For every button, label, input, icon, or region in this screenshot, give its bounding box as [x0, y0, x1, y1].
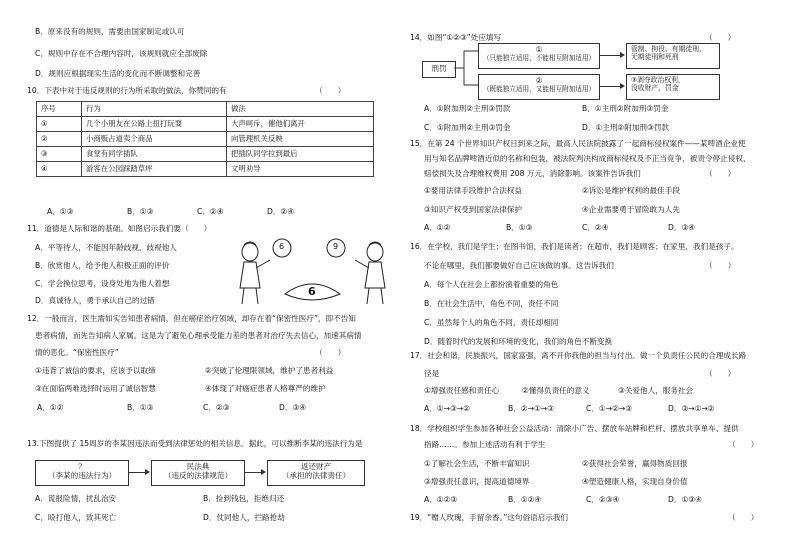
q18-option-a[interactable]: A．①②③	[424, 495, 458, 504]
q19-paren: （ ）	[728, 513, 759, 522]
q13-box-liability	[267, 460, 365, 486]
q14-stem: 14．如图“①②③”处应填写	[410, 33, 502, 42]
q13-box3-line1: 返还财产	[300, 462, 332, 471]
q17-item-1: ①增强责任感和责任心	[424, 386, 500, 395]
q11-stem: 11．道德是人际和谐的基础。如图启示我们要（ ）	[27, 224, 212, 233]
table-cell: 文明劝导	[227, 162, 374, 177]
arrow-right-icon	[244, 472, 262, 473]
q18-option-d[interactable]: D．①③④	[668, 495, 702, 504]
q13-stem: 13.下图提供了 15周岁的李某因违法而受到法律惩处的相关信息。据此，可以推断李某的违法行为是	[27, 439, 363, 448]
q9-option-b: B．原来没有的规则，需要由国家制定或认可	[35, 27, 185, 36]
table-row	[37, 132, 374, 147]
q15-option-a[interactable]: A．①②	[424, 223, 451, 232]
q10-option-c[interactable]: C．②④	[197, 207, 224, 216]
q14-lower-right-box	[626, 74, 720, 100]
q12-item-4: ④体现了对癌症患者人格尊严的维护	[205, 384, 326, 393]
q18-option-c[interactable]: C．②③④	[586, 495, 620, 504]
header-cell: 行为	[82, 102, 227, 117]
table-cell: 小商贩占道卖个商品	[82, 132, 227, 147]
q14-upper-box-num: ①	[535, 45, 543, 54]
q16-option-b[interactable]: B．在社会生活中，角色不同，责任不同	[424, 299, 559, 308]
q18-option-b[interactable]: B．①②④	[508, 495, 542, 504]
q14-lower-box-note: （既能独立适用，又能相互附加适用）	[482, 84, 596, 93]
header-cell: 序号	[37, 102, 82, 117]
q14-center-label: 刑罚	[431, 64, 447, 73]
q16-option-a[interactable]: A．每个人在社会上都扮演着重要的角色	[424, 280, 559, 289]
q10-table	[36, 101, 374, 177]
q14-upper-right-line1: 管制、拘役、有期徒刑、	[631, 45, 706, 53]
q13-option-c[interactable]: C．殴打他人，致其死亡	[35, 513, 117, 522]
q12-item-1: ①违背了诚信的要求，应该予以取缔	[35, 366, 156, 375]
q12-item-3: ③在面临两难选择时运用了诚信智慧	[35, 384, 156, 393]
q19-stem: 19．“赠人玫瑰，手留余香。”这句俗语启示我们	[410, 513, 569, 522]
q14-center-box	[422, 61, 456, 78]
table-cell: 几个小朋友在公路上扭打玩耍	[82, 117, 227, 132]
q10-option-d[interactable]: D．②④	[267, 207, 295, 216]
q16-paren: （ ）	[705, 261, 736, 270]
table-cell: ①	[37, 117, 82, 132]
q17-line-1: 17．社会和谐，民族振兴，国家富强，离不开你我他的担当与付出。做一个负责任公民的合理成长路	[410, 351, 747, 360]
arrow-right-icon	[128, 472, 146, 473]
table-header-row	[37, 102, 374, 117]
q17-option-d[interactable]: D．③→①→②	[668, 404, 715, 413]
q14-upper-box-note: （只能独立适用，不能相互附加适用）	[482, 53, 596, 62]
arrow-head-icon	[261, 469, 266, 475]
q17-item-3: ③关爱他人，服务社会	[618, 386, 694, 395]
q18-line-1: 18．学校组织学生参加各种社会公益活动：清除小广告、摆放车站牌和栏杆、摆放共享单车、提供	[410, 424, 739, 433]
q17-option-c[interactable]: C．①→②→③	[586, 404, 633, 413]
table-cell: ④	[37, 162, 82, 177]
q9-option-d: D．规则应根据现实生活的变化而不断调整和完善	[35, 69, 201, 78]
arrow-head-icon	[620, 52, 625, 58]
table-row	[37, 162, 374, 177]
q18-item-3: ③增强责任意识，提高道德境界	[424, 477, 530, 486]
q12-line-3: 情的恶化。“保密性医疗”	[35, 348, 119, 357]
q15-line-2: 用与知名品牌啤酒近似的名称和包装，被法院判决构成商标侵权及不正当竞争，被责令停止侵权、	[424, 154, 751, 163]
q10-paren: （ ）	[315, 86, 346, 95]
q15-item-3: ③知识产权受到国家法律保护	[424, 205, 522, 214]
q11-bubble-right: 9	[333, 242, 339, 251]
q12-paren: （ ）	[315, 348, 346, 357]
q10-option-a[interactable]: A．①③	[47, 207, 74, 216]
q14-option-c[interactable]: C．①附加刑②主刑③罚金	[424, 123, 511, 132]
q14-lower-box	[478, 74, 600, 100]
q15-item-4: ④企业需要勇于冒险敢为人先	[582, 205, 680, 214]
table-cell: 把插队同学拉到最后	[227, 147, 374, 162]
q15-option-b[interactable]: B．①③	[506, 223, 533, 232]
q17-option-a[interactable]: A．①→③→②	[424, 404, 470, 413]
q13-box-violation	[35, 460, 129, 486]
table-row	[37, 117, 374, 132]
q16-line-2: 不论在哪里，我们都要做好自己应该做的事。这告诉我们	[424, 261, 614, 270]
q18-item-1: ①了解社会生活，不断丰富知识	[424, 459, 530, 468]
q16-option-d[interactable]: D．随着时代的发展和环境的变化，我们的角色不断变换	[424, 337, 613, 346]
table-row	[37, 147, 374, 162]
arrow-right-icon	[599, 86, 621, 87]
q12-line-1: 12．一般而言，医生需如实告知患者病情，但在癌症治疗领域，却存在着“保密性医疗”，即不告知	[27, 314, 356, 323]
q12-option-a[interactable]: A．①②	[37, 403, 64, 412]
q13-box-law	[151, 460, 245, 486]
q12-item-2: ②突破了伦理限领域，维护了患者利益	[205, 366, 334, 375]
q12-option-c[interactable]: C．②③	[203, 403, 230, 412]
header-cell: 做法	[227, 102, 374, 117]
q14-option-a[interactable]: A．①附加刑②主刑③罚款	[424, 104, 511, 113]
q17-item-2: ②懂得负责任的意义	[522, 386, 590, 395]
q14-upper-box	[478, 43, 600, 69]
q18-paren: （ ）	[728, 440, 759, 449]
q14-upper-right-line2: 无期徒刑和死刑	[631, 52, 679, 61]
q9-option-c: C．规则中存在不合理内容时，该规则就应全部废除	[35, 49, 208, 58]
q17-option-b[interactable]: B．②→①→③	[508, 404, 554, 413]
arrow-head-icon	[620, 83, 625, 89]
q14-option-b[interactable]: B．①主刑②附加刑③罚金	[582, 104, 669, 113]
q14-upper-right-box	[626, 43, 720, 69]
q11-option-d[interactable]: D．真诚待人，勇于承认自己的过错	[35, 296, 155, 305]
table-cell: 大声呵斥，催他们离开	[227, 117, 374, 132]
q18-item-4: ④塑造健康人格，实现自身价值	[582, 477, 688, 486]
q15-paren: （ ）	[705, 169, 736, 178]
q15-line-3: 赔偿损失及合理维权费用 208 万元，消除影响。该案件告诉我们	[424, 169, 641, 178]
q18-line-2: 指路……。参加上述活动有利于学生	[424, 440, 546, 449]
q13-box3-line2: （承担的法律责任）	[281, 470, 351, 480]
q16-line-1: 16．在学校，我们是学生；在图书馆，我们是读者；在超市，我们是顾客；在家里，我们是孩子。	[410, 242, 739, 251]
q14-lower-right-line2: 没收财产，罚金	[631, 83, 679, 92]
table-cell: 食堂有同学插队	[82, 147, 227, 162]
q14-lower-right-line1: ③剥夺政治权利，	[631, 76, 685, 84]
arrow-head-icon	[145, 469, 150, 475]
q16-option-c[interactable]: C．虽然每个人的角色不同，责任却相同	[424, 318, 559, 327]
q18-item-2: ②获得社会荣誉，赢得物质回报	[582, 459, 688, 468]
q13-box1-line2: （李某的违法行为）	[47, 470, 117, 480]
table-cell: 游客在公园踩踏草坪	[82, 162, 227, 177]
q14-lower-box-num: ②	[535, 76, 543, 85]
q12-line-2: 患者病情，而先告知病人家属。这是为了避免心理承受能力差的患者对治疗失去信心，加速其病情	[35, 331, 362, 340]
q17-line-2: 径是	[424, 369, 440, 378]
q15-item-2: ②诉讼是维护权利的最佳手段	[582, 186, 680, 195]
q13-option-a[interactable]: A．谎报险情，扰乱治安	[35, 494, 117, 503]
q10-stem: 10．下表中对于违反规则的行为所采取的做法，你赞同的有	[27, 86, 227, 95]
q14-paren: （ ）	[705, 33, 736, 42]
q12-option-d[interactable]: D．③④	[279, 403, 307, 412]
arrow-right-icon	[599, 55, 621, 56]
q17-paren: （ ）	[705, 369, 736, 378]
q13-option-d[interactable]: D．仗同他人，拦路抢劫	[203, 513, 285, 522]
q14-option-d[interactable]: D．①主刑②附加刑③罚款	[582, 123, 670, 132]
q10-option-b[interactable]: B．①③	[127, 207, 154, 216]
q11-option-c[interactable]: C．学会换位思考，设身处地为他人着想	[35, 279, 170, 288]
q15-item-1: ①要用法律手段维护合法权益	[424, 186, 522, 195]
q13-box1-line1: ？	[78, 462, 86, 471]
q11-option-b[interactable]: B．欣赏他人，给予他人积极正面的评价	[35, 261, 170, 270]
q12-option-b[interactable]: B．①③	[127, 403, 154, 412]
q13-option-b[interactable]: B．捡到钱包，拒绝归还	[203, 494, 285, 503]
table-cell: ②	[37, 132, 82, 147]
q11-floor-number: 6	[308, 285, 316, 298]
q13-box2-line2: （违反的法律规范）	[163, 470, 233, 480]
q15-option-c[interactable]: C．②④	[582, 223, 609, 232]
q15-line-1: 15．在第 24 个世界知识产权日到来之际，最高人民法院披露了一起商标侵权案件——某啤酒企业使	[410, 139, 746, 148]
q11-option-a[interactable]: A．平等待人，不能因年龄歧视，歧视他人	[35, 243, 177, 252]
table-cell: 向管理机关反映	[227, 132, 374, 147]
q15-option-d[interactable]: D．③④	[668, 223, 696, 232]
q13-box2-line1: 民法典	[186, 462, 210, 471]
table-cell: ③	[37, 147, 82, 162]
q11-bubble-left: 6	[279, 242, 285, 251]
